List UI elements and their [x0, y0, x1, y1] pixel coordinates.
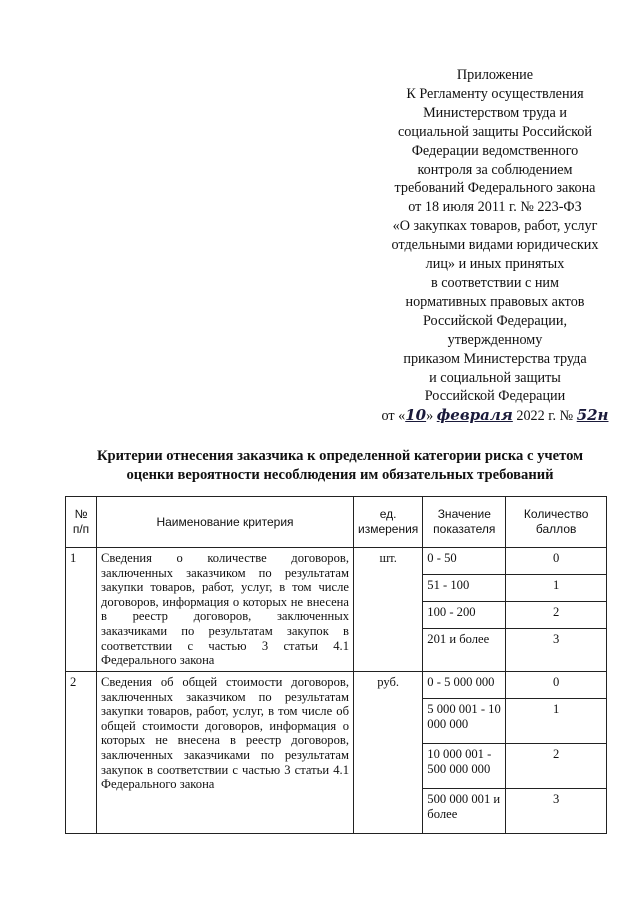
document-title [60, 447, 620, 485]
value-cell: 51 - 100 [423, 575, 506, 602]
value-cell: 500 000 001 и более [423, 789, 506, 834]
points-cell: 0 [506, 548, 607, 575]
points-cell: 2 [506, 744, 607, 789]
header-value: Значение показателя [423, 497, 506, 548]
appendix-line: К Регламенту осуществления [406, 85, 584, 102]
appendix-line: Приложение [456, 67, 534, 83]
order-month-handwritten: февраля [436, 406, 513, 425]
appendix-line: контроля за соблюдением [417, 161, 573, 178]
appendix-line: нормативных правовых актов [405, 293, 585, 310]
value-cell: 5 000 001 - 10 000 000 [423, 699, 506, 744]
appendix-line: «О закупках товаров, работ, услуг [392, 218, 598, 235]
table-row [66, 548, 607, 575]
unit-cell: руб. [354, 672, 423, 834]
order-mid: » [426, 408, 437, 425]
appendix-line: от 18 июля 2011 г. № 223-ФЗ [408, 199, 582, 216]
appendix-line: Министерством труда и [423, 104, 567, 121]
title-line-1: Критерии отнесения заказчика к определенной категории риска с учетом [96, 448, 584, 464]
table-header-row [66, 497, 607, 548]
value-cell: 201 и более [423, 629, 506, 672]
title-line-2: оценки вероятности несоблюдения им обязательных требований [126, 467, 554, 483]
table-row [66, 672, 607, 699]
row-num: 1 [66, 548, 97, 672]
points-cell: 0 [506, 672, 607, 699]
appendix-header [360, 66, 630, 426]
header-name: Наименование критерия [97, 497, 354, 548]
value-cell: 0 - 5 000 000 [423, 672, 506, 699]
order-date-line [360, 406, 630, 426]
appendix-line: приказом Министерства труда [403, 350, 587, 367]
header-num: № п/п [66, 497, 97, 548]
value-cell: 10 000 001 - 500 000 000 [423, 744, 506, 789]
criterion-name: Сведения о количестве договоров, заключенных заказчиком по результатам закупки товаров, работ, услуг, в том числе договоров, информация о которых не внесена в реестр договоров, заключенных заказчиками по результатам закупок в соответствии с частью 3 статьи 4.1 Федерального закона [97, 548, 354, 672]
points-cell: 2 [506, 602, 607, 629]
criteria-table [65, 496, 607, 834]
appendix-line: и социальной защиты [429, 369, 561, 386]
appendix-line: Российской Федерации, [422, 312, 567, 329]
appendix-line: социальной защиты Российской [398, 123, 592, 140]
row-num: 2 [66, 672, 97, 834]
appendix-line: лиц» и иных принятых [425, 256, 565, 273]
appendix-line: требований Федерального закона [394, 180, 596, 197]
order-number-handwritten: 52н [576, 406, 609, 425]
order-day-handwritten: 10 [405, 406, 427, 425]
points-cell: 3 [506, 629, 607, 672]
value-cell: 100 - 200 [423, 602, 506, 629]
criterion-name: Сведения об общей стоимости договоров, заключенных заказчиком по результатам закупки товаров, работ, услуг, в том числе об общей стоимости договоров, информация о которых не внесена в реестр договоров, заключенных заказчиками по результатам закупок в соответствии с частью 3 статьи 4.1 Федерального закона [97, 672, 354, 834]
points-cell: 3 [506, 789, 607, 834]
header-points: Количество баллов [506, 497, 607, 548]
points-cell: 1 [506, 699, 607, 744]
order-year: 2022 г. № [512, 408, 577, 425]
unit-cell: шт. [354, 548, 423, 672]
value-cell: 0 - 50 [423, 548, 506, 575]
appendix-line: Федерации ведомственного [411, 142, 579, 159]
appendix-line: утвержденному [447, 331, 543, 348]
appendix-line: отдельными видами юридических [391, 237, 599, 254]
header-unit: ед. измерения [354, 497, 423, 548]
points-cell: 1 [506, 575, 607, 602]
appendix-line: в соответствии с ним [431, 274, 559, 291]
appendix-line: Российской Федерации [424, 388, 566, 405]
order-prefix: от « [381, 408, 406, 425]
